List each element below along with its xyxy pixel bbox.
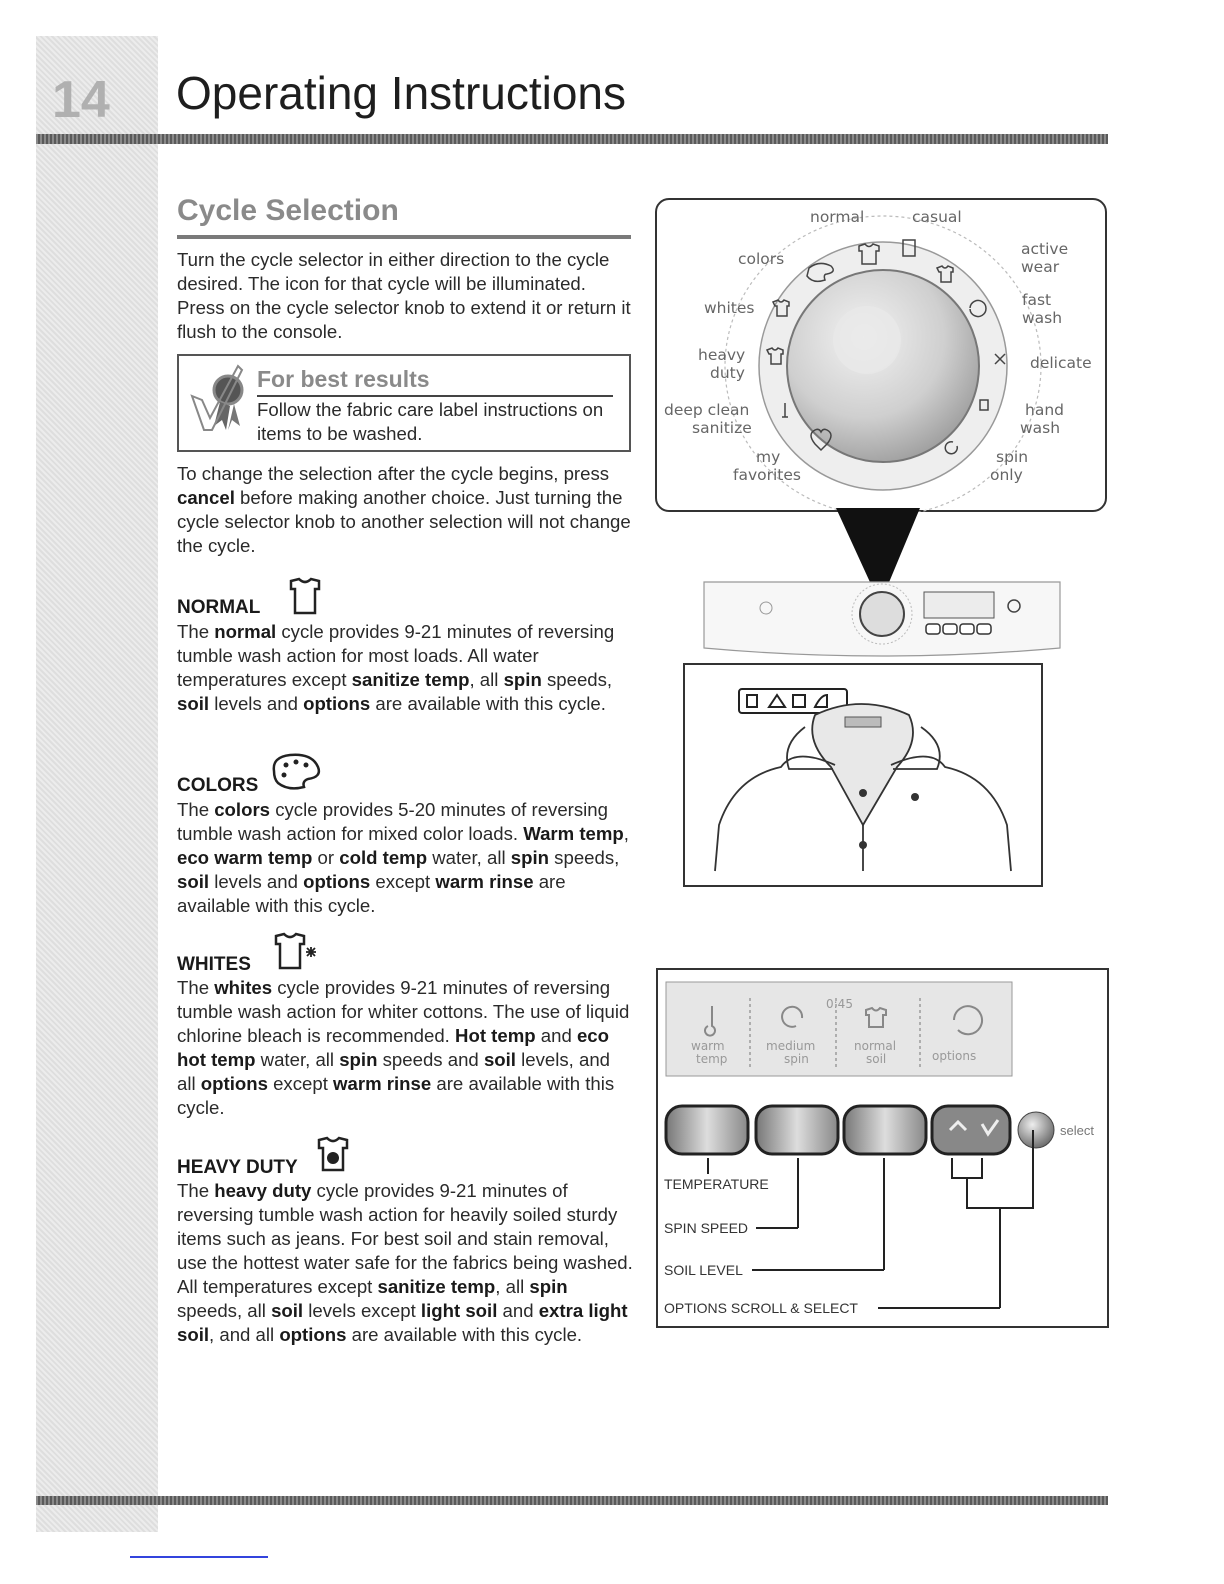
top-rule [36, 134, 1108, 144]
whites-paragraph: The whites cycle provides 9-21 minutes of reversing tumble wash action for whiter cottons. The use of liquid chlorine bleach is recommended. Hot temp and eco hot temp water, all spin speeds and soil levels, and all options except warm rinse are available with this cycle. [177, 977, 630, 1118]
page-number: 14 [52, 71, 110, 129]
dial-label-delicate: delicate [1030, 354, 1092, 372]
dial-label-favorites: favorites [733, 466, 801, 484]
whites-cycle-icon [270, 930, 320, 974]
heavy-duty-cycle-icon [313, 1134, 357, 1176]
dial-label-fast: fast [1022, 291, 1052, 309]
dial-label-sanitize: sanitize [692, 419, 752, 437]
dial-label-casual: casual [912, 208, 962, 226]
select-button-label: select [1060, 1123, 1094, 1138]
temperature-label: TEMPERATURE [664, 1176, 769, 1192]
dial-label-wear: wear [1021, 258, 1060, 276]
washer-console-illustration [702, 578, 1062, 660]
lcd-label-normal: normal [854, 1039, 897, 1053]
lcd-label-options: options [932, 1049, 977, 1063]
lcd-label-warm: warm [691, 1039, 725, 1053]
dial-label-hand-wash: wash [1020, 419, 1061, 437]
dial-label-colors: colors [738, 250, 785, 268]
colors-paragraph: The colors cycle provides 5-20 minutes of reversing tumble wash action for mixed color loads. Warm temp, eco warm temp or cold temp water, all spin speeds, soil levels and options except warm rinse are available with this cycle. [177, 799, 629, 916]
panel-buttons-diagram [664, 1104, 1064, 1324]
dial-label-spin: spin [996, 448, 1029, 466]
dial-label-deep-clean: deep clean [664, 401, 750, 419]
colors-cycle-icon [268, 751, 324, 791]
lcd-label-medium: medium [766, 1039, 816, 1053]
tip-rule [257, 395, 613, 397]
spin-speed-label: SPIN SPEED [664, 1220, 749, 1236]
dial-label-duty: duty [710, 364, 745, 382]
lcd-label-soil: soil [866, 1052, 887, 1066]
dial-label-heavy: heavy [698, 346, 746, 364]
tip-text: Follow the fabric care label instructions on items to be washed. [257, 399, 604, 444]
dial-label-active: active [1021, 240, 1069, 258]
lcd-time: 0:45 [826, 997, 853, 1011]
shirt-collar-illustration [685, 665, 1041, 885]
award-ribbon-icon [186, 360, 256, 440]
page-title: Operating Instructions [176, 67, 627, 119]
options-scroll-label: OPTIONS SCROLL & SELECT [664, 1300, 858, 1316]
tip-title: For best results [257, 366, 430, 392]
section-heading: Cycle Selection [177, 194, 399, 227]
section-rule [177, 235, 631, 239]
normal-heading: NORMAL [177, 597, 261, 618]
change-paragraph: To change the selection after the cycle begins, press cancel before making another choice. Just turning the cycle selector knob to another selection will not change the cycle. [177, 463, 631, 556]
dial-label-my: my [756, 448, 781, 466]
soil-level-label: SOIL LEVEL [664, 1262, 743, 1278]
side-band [36, 36, 158, 1532]
heavy-duty-heading: HEAVY DUTY [177, 1157, 298, 1178]
lcd-label-spin: spin [784, 1052, 809, 1066]
dial-label-fast-wash: wash [1022, 309, 1063, 327]
colors-heading: COLORS [177, 775, 259, 796]
heavy-duty-paragraph: The heavy duty cycle provides 9-21 minutes of reversing tumble wash action for heavily soiled sturdy items such as jeans. For best soil and stain removal, use the hottest water safe for the fabrics being washed. All temperatures except sanitize temp, all spin speeds, all soil levels except light soil and extra light soil, and all options are available with this cycle. [177, 1180, 633, 1345]
bottom-rule [36, 1496, 1108, 1505]
intro-paragraph: Turn the cycle selector in either direction to the cycle desired. The icon for that cycle will be illuminated. Press on the cycle selector knob to extend it or return it flush to the console. [177, 249, 631, 342]
dial-label-only: only [990, 466, 1023, 484]
dial-label-whites: whites [704, 299, 755, 317]
lcd-label-temp: temp [696, 1052, 728, 1066]
dial-label-normal: normal [810, 208, 865, 226]
dial-label-hand: hand [1025, 401, 1064, 419]
whites-heading: WHITES [177, 954, 251, 975]
normal-cycle-icon [283, 575, 327, 619]
footer-link-underline [130, 1556, 268, 1558]
normal-paragraph: The normal cycle provides 9-21 minutes of reversing tumble wash action for most loads. All water temperatures except sanitize temp, all spin speeds, soil levels and options are available with this cycle. [177, 621, 615, 714]
